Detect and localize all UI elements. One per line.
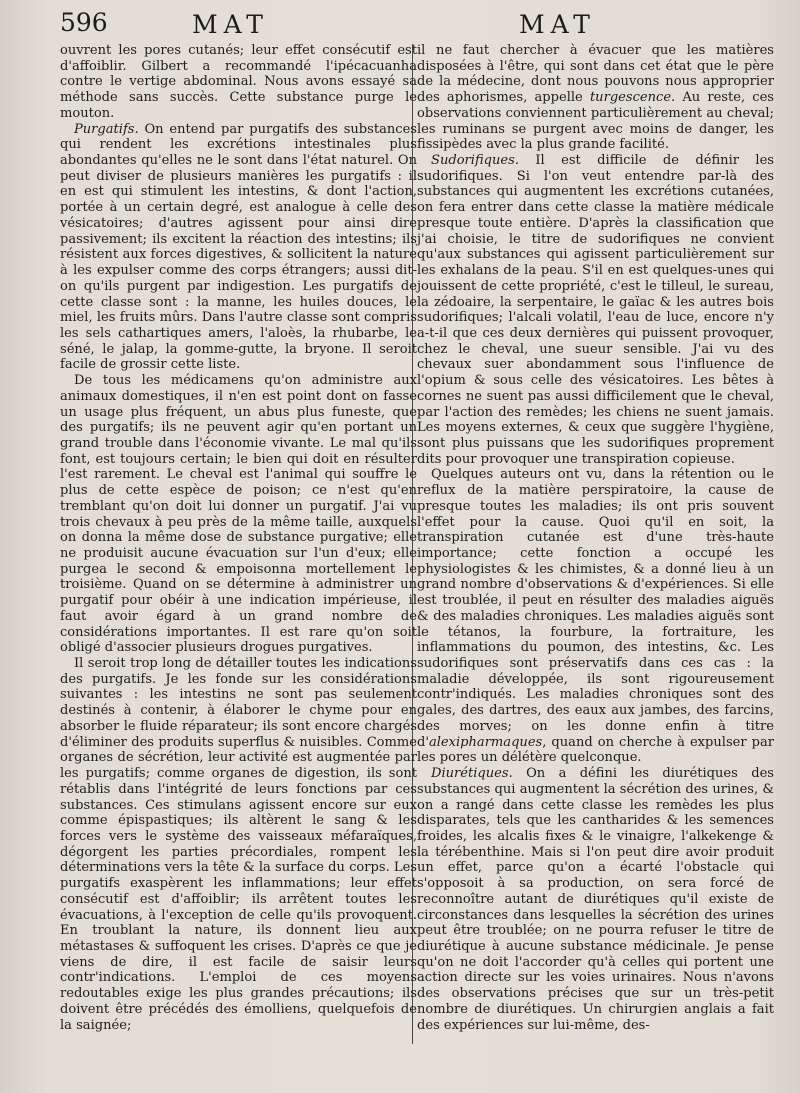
paragraph-text-tail: , quand on cherche à expulser par les pores un délétère quelconque.: [417, 734, 774, 766]
section-term-sudorifiques: Sudorifiques.: [431, 153, 519, 169]
paragraph-text: Il seroit trop long de détailler toutes les indications des purgatifs. Je les fonde sur les considérations suivantes : les intestins ne sont pas seulement destinés à contenir, à élaborer le chyme pour en absorber le fluide réparateur; ils sont encore chargés d'éliminer des produits superflus & nuisibles. Comme organes de sécrétion, leur activité est augmentée par les purgatifs; comme organes de digestion, ils sont rétablis dans l'intégrité de leurs fonctions par ces substances. Ces stimulans agissent encore sur eux comme épispastiques; ils altèrent le sang & les forces vers le système des vaisseaux méfaraïques, dégorgent les parties précordiales, rompent les déterminations vers la tête & la surface du corps. Les purgatifs exaspèrent les inflammations; leur effet consécutif est d'affoiblir; ils arrêtent toutes les évacuations, à l'exception de celle qu'ils provoquent. En troublant la nature, ils donnent lieu aux métastases & suffoquent les crises. D'après ce que je viens de dire, il est facile de saisir leurs contr'indications. L'emploi de ces moyens redoutables exige les plus grandes précautions; ils doivent être précédés des émolliens, quelquefois de la saignée;: [60, 656, 417, 1033]
paragraph: [60, 373, 417, 656]
right-column: [417, 43, 774, 1033]
italic-term: turgescence.: [589, 90, 676, 106]
paragraph: [417, 43, 774, 153]
italic-term: alexipharmaques: [428, 734, 543, 750]
left-column: [60, 43, 417, 1033]
page-number: 596: [60, 8, 108, 37]
paragraph-text: il ne faut chercher à évacuer que les matières disposées à l'être, qui sont dans cet état que le père de la médecine, dont nous pouvons nous approprier des aphorismes, appelle: [417, 43, 774, 106]
paragraph: [417, 153, 774, 467]
paragraph: [60, 656, 417, 1033]
paragraph: [60, 43, 417, 122]
running-head-left: MAT: [192, 10, 269, 39]
paragraph: [417, 766, 774, 1033]
page-header: [0, 0, 800, 39]
section-term-diuretiques: Diurétiques.: [431, 766, 513, 782]
running-head-right: MAT: [519, 10, 596, 39]
paragraph-text: De tous les médicamens qu'on administre aux animaux domestiques, il n'en est point dont on fasse un usage plus fréquent, un abus plus funeste, que des purgatifs; ils ne peuvent agir qu'en portant un grand trouble dans l'économie vivante. Le mal qu'ils font, est toujours certain; le bien qui doit en résulter l'est rarement. Le cheval est l'animal qui souffre le plus de cette espèce de poison; ce n'est qu'en tremblant qu'on doit lui donner un purgatif. J'ai vu trois chevaux à peu près de la même taille, auxquels on donna la même dose de substance purgative; elle ne produisit aucune évacuation sur l'un d'eux; elle purgea le second & empoisonna mortellement le troisième. Quand on se détermine à administrer un purgatif pour obéir à une indication impérieuse, il faut avoir égard à un grand nombre de considérations importantes. Il est rare qu'on soit obligé d'associer plusieurs drogues purgatives.: [60, 373, 417, 656]
paragraph-text: On entend par purgatifs des substances qui rendent les excrétions intestinales plus abondantes qu'elles ne le sont dans l'état naturel. On peut diviser de plusieurs manières les purgatifs : il en est qui stimulent les intestins, & dont l'action, portée à un certain degré, est analogue à celle des vésicatoires; d'autres agissent pour ainsi dire passivement; ils excitent la réaction des intestins; ils résistent aux forces digestives, & sollicitent la nature à les expulser comme des corps étrangers; aussi dit-on qu'ils purgent par indigestion. Les purgatifs de cette classe sont : la manne, les huiles douces, le miel, les fruits mûrs. Dans l'autre classe sont compris les sels cathartiques amers, l'aloès, la rhubarbe, le séné, le jalap, la gomme-gutte, la bryone. Il seroit facile de grossir cette liste.: [60, 121, 417, 373]
paragraph: [417, 467, 774, 766]
paragraph-text: ouvrent les pores cutanés; leur effet consécutif est d'affoiblir. Gilbert a recommandé l'ipécacuanha contre le vertige abdominal. Nous avons essayé sa méthode sans succès. Cette substance purge le mouton.: [60, 43, 417, 121]
paragraph-text: On a défini les diurétiques des substances qui augmentent la sécrétion des urines, & on a rangé dans cette classe les remèdes les plus disparates, tels que les cantharides & les semences froides, les alcalis fixes & le vinaigre, l'alkekenge & la térébenthine. Mais si l'on peut dire avoir produit un effet, parce qu'on a écarté l'obstacle qui s'opposoit à sa production, on sera forcé de reconnoître autant de diurétiques qu'il existe de circonstances dans lesquelles la sécrétion des urines peut être troublée; on ne pourra refuser le titre de diurétique à aucune substance médicinale. Je pense qu'on ne doit l'accorder qu'à celles qui portent une action directe sur les voies urinaires. Nous n'avons des observations précises que sur un très-petit nombre de diurétiques. Un chirurgien anglais a fait des expériences sur lui-même, des-: [417, 766, 774, 1033]
paragraph-text: Quelques auteurs ont vu, dans la rétention ou le reflux de la matière perspiratoire, la cause de presque toutes les maladies; ils ont pris souvent l'effet pour la cause. Quoi qu'il en soit, la transpiration cutanée est d'une très-haute importance; cette fonction a occupé les physiologistes & les chimistes, & a donné lieu à un grand nombre d'observations & d'expériences. Si elle est troublée, il peut en résulter des maladies aiguës & des maladies chroniques. Les maladies aiguës sont le tétanos, la fourbure, la fortraiture, les inflammations du poumon, des intestins, &c. Les sudorifiques sont préservatifs dans ces cas : la maladie développée, ils sont rigoureusement contr'indiqués. Les maladies chroniques sont des gales, des dartres, des eaux aux jambes, des farcins, des morves; on les donne enfin à titre d': [417, 467, 774, 750]
paragraph-text-tail: Au reste, ces observations conviennent particulièrement au cheval; les ruminans se purgent avec moins de danger, les fissipèdes avec la plus grande facilité.: [417, 90, 774, 153]
paragraph: [60, 122, 417, 374]
paragraph-text: Il est difficile de définir les sudorifiques. Si l'on veut entendre par-là des substances qui augmentent les excrétions cutanées, on fera entrer dans cette classe la matière médicale presque toute entière. D'après la classification que j'ai choisie, le titre de sudorifiques ne convient qu'aux substances qui agissent particulièrement sur les exhalans de la peau. S'il en est quelques-unes qui jouissent de cette propriété, c'est le tilleul, le sureau, la zédoaire, la serpentaire, le gaïac & les autres bois sudorifiques; l'alcali volatil, l'eau de luce, encore n'y a-t-il que ces deux dernières qui puissent provoquer, chez le cheval, une sueur sensible. J'ai vu des chevaux suer abondamment sous l'influence de l'opium & sous celle des vésicatoires. Les bêtes à cornes ne suent pas aussi difficilement que le cheval, par l'action des remèdes; les chiens ne suent jamais. Les moyens externes, & ceux que suggère l'hygiène, sont plus puissans que les sudorifiques proprement dits pour provoquer une transpiration copieuse.: [417, 153, 774, 467]
section-term-purgatifs: Purgatifs.: [74, 121, 139, 137]
